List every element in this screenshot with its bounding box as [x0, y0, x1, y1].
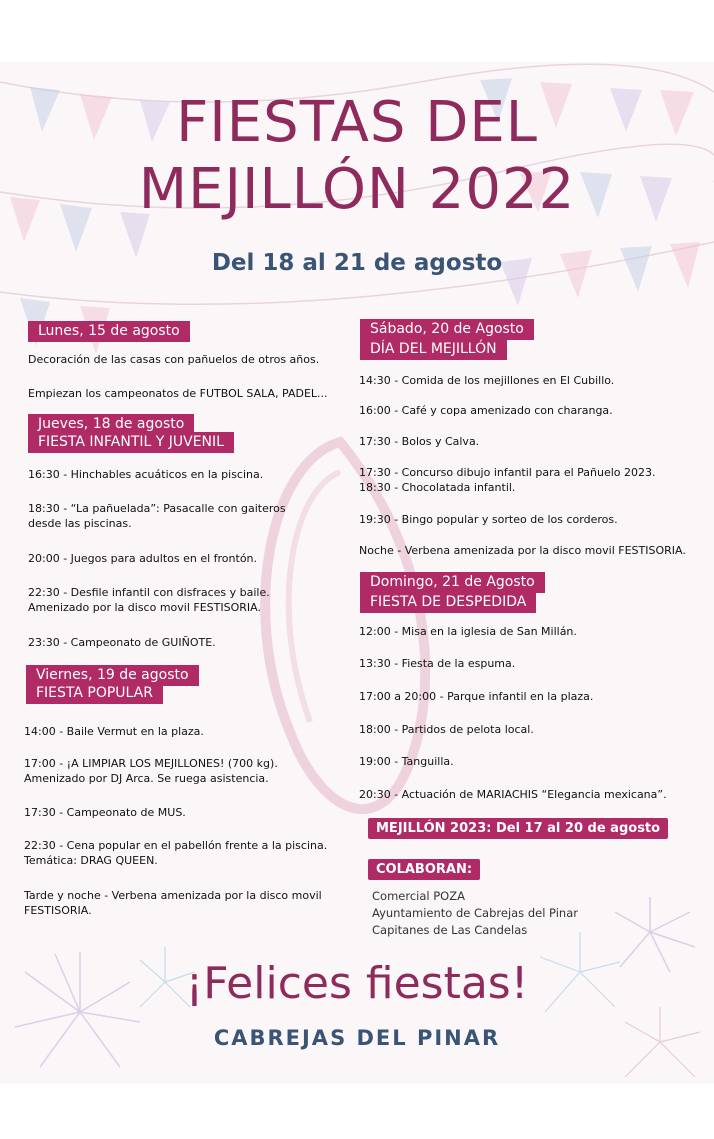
collaborator: Capitanes de Las Candelas — [372, 923, 528, 937]
next-year-banner: MEJILLÓN 2023: Del 17 al 20 de agosto — [368, 818, 668, 839]
sabado-subheading: DÍA DEL MEJILLÓN — [360, 339, 507, 360]
felices-fiestas-heading: ¡Felices fiestas! — [185, 958, 529, 1009]
sabado-item: 14:30 - Comida de los mejillones en El Cubillo. — [359, 374, 615, 387]
viernes-item: Amenizado por DJ Arca. Se ruega asistencia. — [24, 772, 269, 785]
jueves-item: 20:00 - Juegos para adultos en el frontón. — [28, 552, 258, 565]
lunes-item: Empiezan los campeonatos de FUTBOL SALA, PADEL... — [28, 387, 328, 400]
sabado-item: 16:00 - Café y copa amenizado con charanga. — [359, 404, 613, 417]
viernes-heading: Viernes, 19 de agosto — [26, 665, 199, 686]
event-dates: Del 18 al 21 de agosto — [211, 250, 503, 276]
domingo-item: 13:30 - Fiesta de la espuma. — [359, 657, 516, 670]
viernes-item: Tarde y noche - Verbena amenizada por la disco movil — [24, 889, 322, 902]
domingo-item: 20:30 - Actuación de MARIACHIS “Elegancia mexicana”. — [359, 788, 667, 801]
domingo-subheading: FIESTA DE DESPEDIDA — [360, 592, 536, 613]
sabado-item: 19:30 - Bingo popular y sorteo de los corderos. — [359, 513, 618, 526]
jueves-item: 22:30 - Desfile infantil con disfraces y baile. — [28, 586, 270, 599]
sabado-item: Noche - Verbena amenizada por la disco movil FESTISORIA. — [359, 544, 686, 557]
jueves-item: 18:30 - “La pañuelada”: Pasacalle con gaiteros — [28, 502, 286, 515]
lunes-heading: Lunes, 15 de agosto — [28, 321, 190, 342]
jueves-item: Amenizado por la disco movil FESTISORIA. — [28, 601, 261, 614]
sabado-item: 17:30 - Bolos y Calva. — [359, 435, 480, 448]
sabado-item: 17:30 - Concurso dibujo infantil para el Pañuelo 2023. — [359, 466, 656, 479]
town-name: CABREJAS DEL PINAR — [213, 1026, 501, 1050]
viernes-item: Temática: DRAG QUEEN. — [24, 854, 158, 867]
collaborator: Ayuntamiento de Cabrejas del Pinar — [372, 906, 579, 920]
viernes-item: 17:30 - Campeonato de MUS. — [24, 806, 186, 819]
collaborators-heading: COLABORAN: — [368, 859, 480, 880]
domingo-item: 18:00 - Partidos de pelota local. — [359, 723, 534, 736]
viernes-subheading: FIESTA POPULAR — [26, 683, 163, 704]
domingo-item: 17:00 a 20:00 - Parque infantil en la plaza. — [359, 690, 594, 703]
jueves-item: 16:30 - Hinchables acuáticos en la piscina. — [28, 468, 264, 481]
collaborator: Comercial POZA — [372, 889, 465, 903]
viernes-item: 14:00 - Baile Vermut en la plaza. — [24, 725, 204, 738]
title-line-2: MEJILLÓN 2022 — [138, 157, 576, 222]
jueves-subheading: FIESTA INFANTIL Y JUVENIL — [28, 432, 234, 453]
domingo-item: 12:00 - Misa en la iglesia de San Millán. — [359, 625, 577, 638]
sabado-heading: Sábado, 20 de Agosto — [360, 319, 534, 340]
domingo-heading: Domingo, 21 de Agosto — [360, 572, 545, 593]
lunes-item: Decoración de las casas con pañuelos de otros años. — [28, 353, 320, 366]
jueves-heading: Jueves, 18 de agosto — [28, 414, 194, 435]
poster — [0, 62, 714, 1084]
viernes-item: 17:00 - ¡A LIMPIAR LOS MEJILLONES! (700 kg). — [24, 757, 278, 770]
title-line-1: FIESTAS DEL — [176, 90, 538, 155]
viernes-item: 22:30 - Cena popular en el pabellón frente a la piscina. — [24, 839, 328, 852]
jueves-item: desde las piscinas. — [28, 517, 132, 530]
domingo-item: 19:00 - Tanguilla. — [359, 755, 454, 768]
viernes-item: FESTISORIA. — [24, 904, 92, 917]
jueves-item: 23:30 - Campeonato de GUIÑOTE. — [28, 636, 216, 649]
sabado-item: 18:30 - Chocolatada infantil. — [359, 481, 516, 494]
